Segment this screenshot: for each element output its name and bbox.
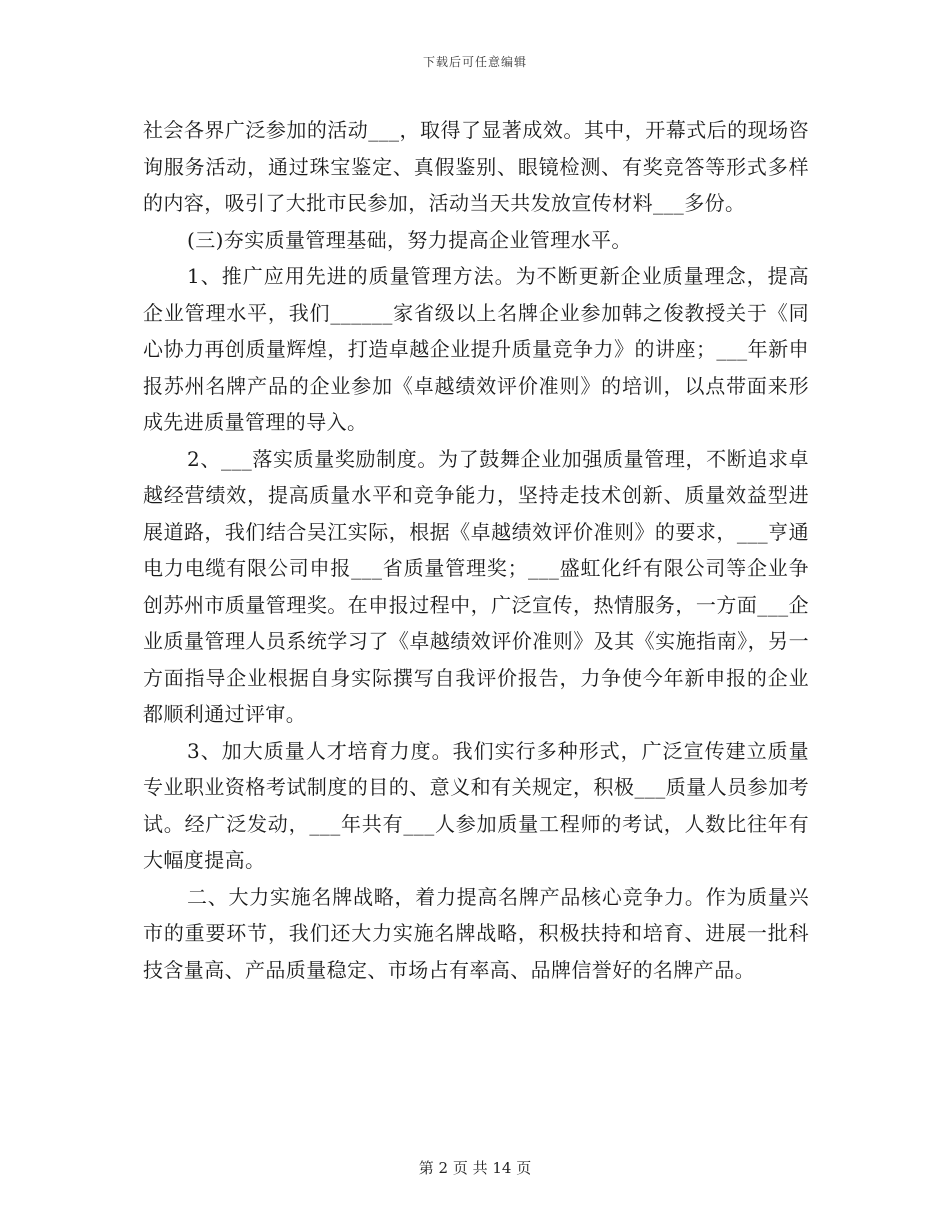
- paragraph-item-1: 1、推广应用先进的质量管理方法。为不断更新企业质量理念，提高企业管理水平，我们______家省级以上名牌企业参加韩之俊教授关于《同心协力再创质量辉煌，打造卓越企业提升质量竞争力》的讲座；___年新申报苏州名牌产品的企业参加《卓越绩效评价准则》的培训，以点带面来形成先进质量管理的导入。: [143, 264, 809, 434]
- paragraph-item-3: 3、加大质量人才培育力度。我们实行多种形式，广泛宣传建立质量专业职业资格考试制度的目的、意义和有关规定，积极___质量人员参加考试。经广泛发动，___年共有___人参加质量工程师的考试，人数比往年有大幅度提高。: [143, 738, 809, 872]
- page-number: 第 2 页 共 14 页: [418, 1159, 532, 1177]
- paragraph-section-heading: (三)夯实质量管理基础，努力提高企业管理水平。: [187, 227, 632, 252]
- page-header: 下载后可任意编辑: [422, 55, 527, 69]
- paragraph-brand-strategy: 二、大力实施名牌战略，着力提高名牌产品核心竞争力。作为质量兴市的重要环节，我们还大力实施名牌战略，积极扶持和培育、进展一批科技含量高、产品质量稳定、市场占有率高、品牌信誉好的名牌产品。: [143, 884, 809, 982]
- paragraph-item-2: 2、___落实质量奖励制度。为了鼓舞企业加强质量管理，不断追求卓越经营绩效，提高质量水平和竞争能力，坚持走技术创新、质量效益型进展道路，我们结合吴江实际，根据《卓越绩效评价准则》的要求，___亨通电力电缆有限公司申报___省质量管理奖；___盛虹化纤有限公司等企业争创苏州市质量管理奖。在申报过程中，广泛宣传，热情服务，一方面___企业质量管理人员系统学习了《卓越绩效评价准则》及其《实施指南》，另一方面指导企业根据自身实际撰写自我评价报告，力争使今年新申报的企业都顺利通过评审。: [143, 446, 809, 726]
- paragraph-continuation: 社会各界广泛参加的活动___，取得了显著成效。其中，开幕式后的现场咨询服务活动，通过珠宝鉴定、真假鉴别、眼镜检测、有奖竞答等形式多样的内容，吸引了大批市民参加，活动当天共发放宣传材料___多份。: [143, 118, 809, 215]
- document-body: [143, 112, 809, 988]
